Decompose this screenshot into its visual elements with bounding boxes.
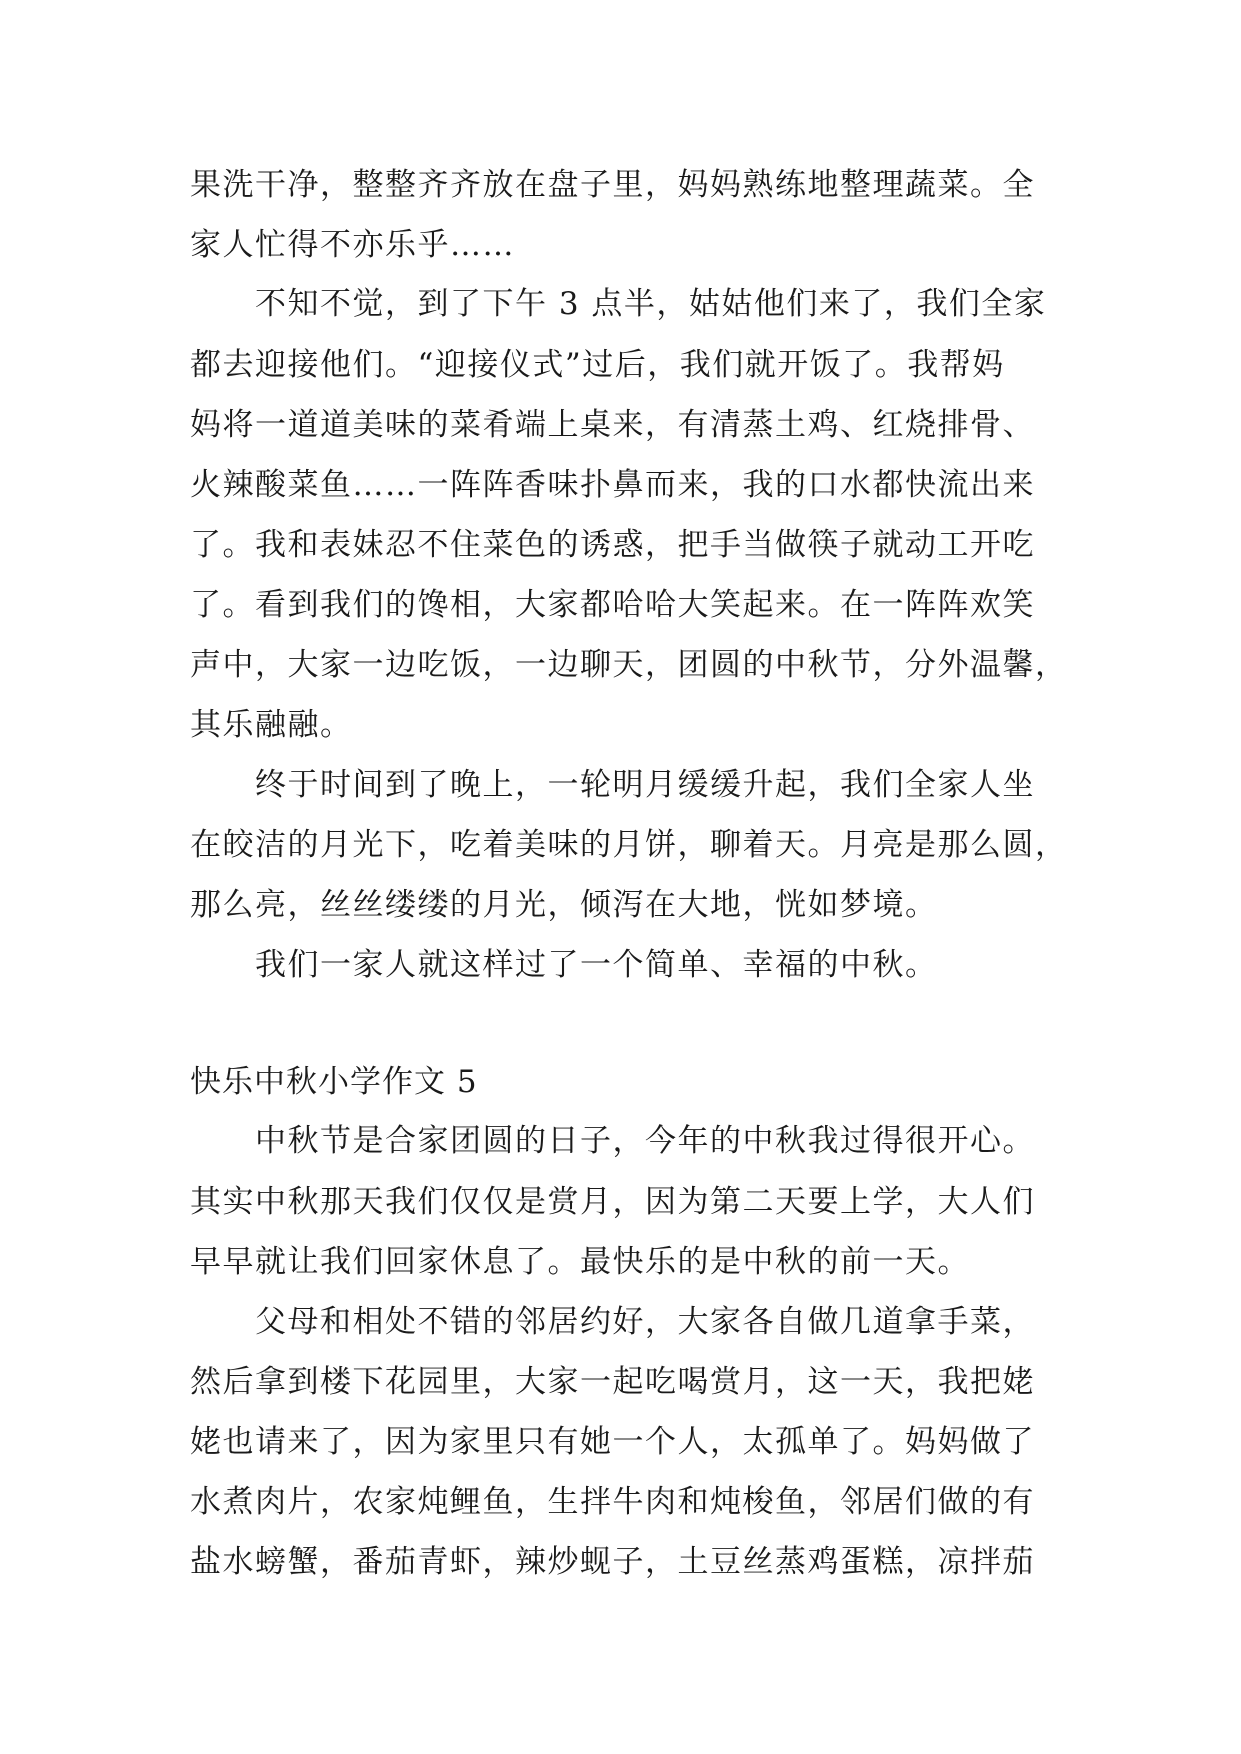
- text-line: 了。我和表妹忍不住菜色的诱惑，把手当做筷子就动工开吃: [190, 527, 1035, 563]
- paragraph-start-line: 不知不觉，到了下午 3 点半，姑姑他们来了，我们全家: [255, 286, 1047, 322]
- text-line: 早早就让我们回家休息了。最快乐的是中秋的前一天。: [190, 1244, 970, 1280]
- text-line: 声中，大家一边吃饭，一边聊天，团圆的中秋节，分外温馨，: [190, 647, 1068, 683]
- paragraph-start-line: 我们一家人就这样过了一个简单、幸福的中秋。: [255, 947, 938, 983]
- text-line: 其实中秋那天我们仅仅是赏月，因为第二天要上学，大人们: [190, 1184, 1035, 1220]
- text-line: 都去迎接他们。“迎接仪式”过后，我们就开饭了。我帮妈: [190, 347, 1005, 383]
- text-line: 妈将一道道美味的菜肴端上桌来，有清蒸土鸡、红烧排骨、: [190, 407, 1035, 443]
- text-line: 然后拿到楼下花园里，大家一起吃喝赏月，这一天，我把姥: [190, 1364, 1035, 1400]
- section-heading: 快乐中秋小学作文 5: [190, 1064, 478, 1100]
- text-line: 了。看到我们的馋相，大家都哈哈大笑起来。在一阵阵欢笑: [190, 587, 1035, 623]
- text-line: 家人忙得不亦乐乎……: [190, 227, 515, 263]
- text-line: 在皎洁的月光下，吃着美味的月饼，聊着天。月亮是那么圆，: [190, 827, 1068, 863]
- text-line: 那么亮，丝丝缕缕的月光，倾泻在大地，恍如梦境。: [190, 887, 938, 923]
- text-line: 果洗干净，整整齐齐放在盘子里，妈妈熟练地整理蔬菜。全: [190, 167, 1035, 203]
- text-line: 水煮肉片，农家炖鲤鱼，生拌牛肉和炖梭鱼，邻居们做的有: [190, 1484, 1035, 1520]
- text-line: 火辣酸菜鱼……一阵阵香味扑鼻而来，我的口水都快流出来: [190, 467, 1035, 503]
- text-line: 姥也请来了，因为家里只有她一个人，太孤单了。妈妈做了: [190, 1424, 1035, 1460]
- paragraph-start-line: 中秋节是合家团圆的日子，今年的中秋我过得很开心。: [255, 1123, 1035, 1159]
- paragraph-start-line: 父母和相处不错的邻居约好，大家各自做几道拿手菜，: [255, 1304, 1035, 1340]
- paragraph-start-line: 终于时间到了晚上，一轮明月缓缓升起，我们全家人坐: [255, 767, 1035, 803]
- text-line: 其乐融融。: [190, 707, 353, 743]
- text-line: 盐水螃蟹，番茄青虾，辣炒蚬子，土豆丝蒸鸡蛋糕，凉拌茄: [190, 1544, 1035, 1580]
